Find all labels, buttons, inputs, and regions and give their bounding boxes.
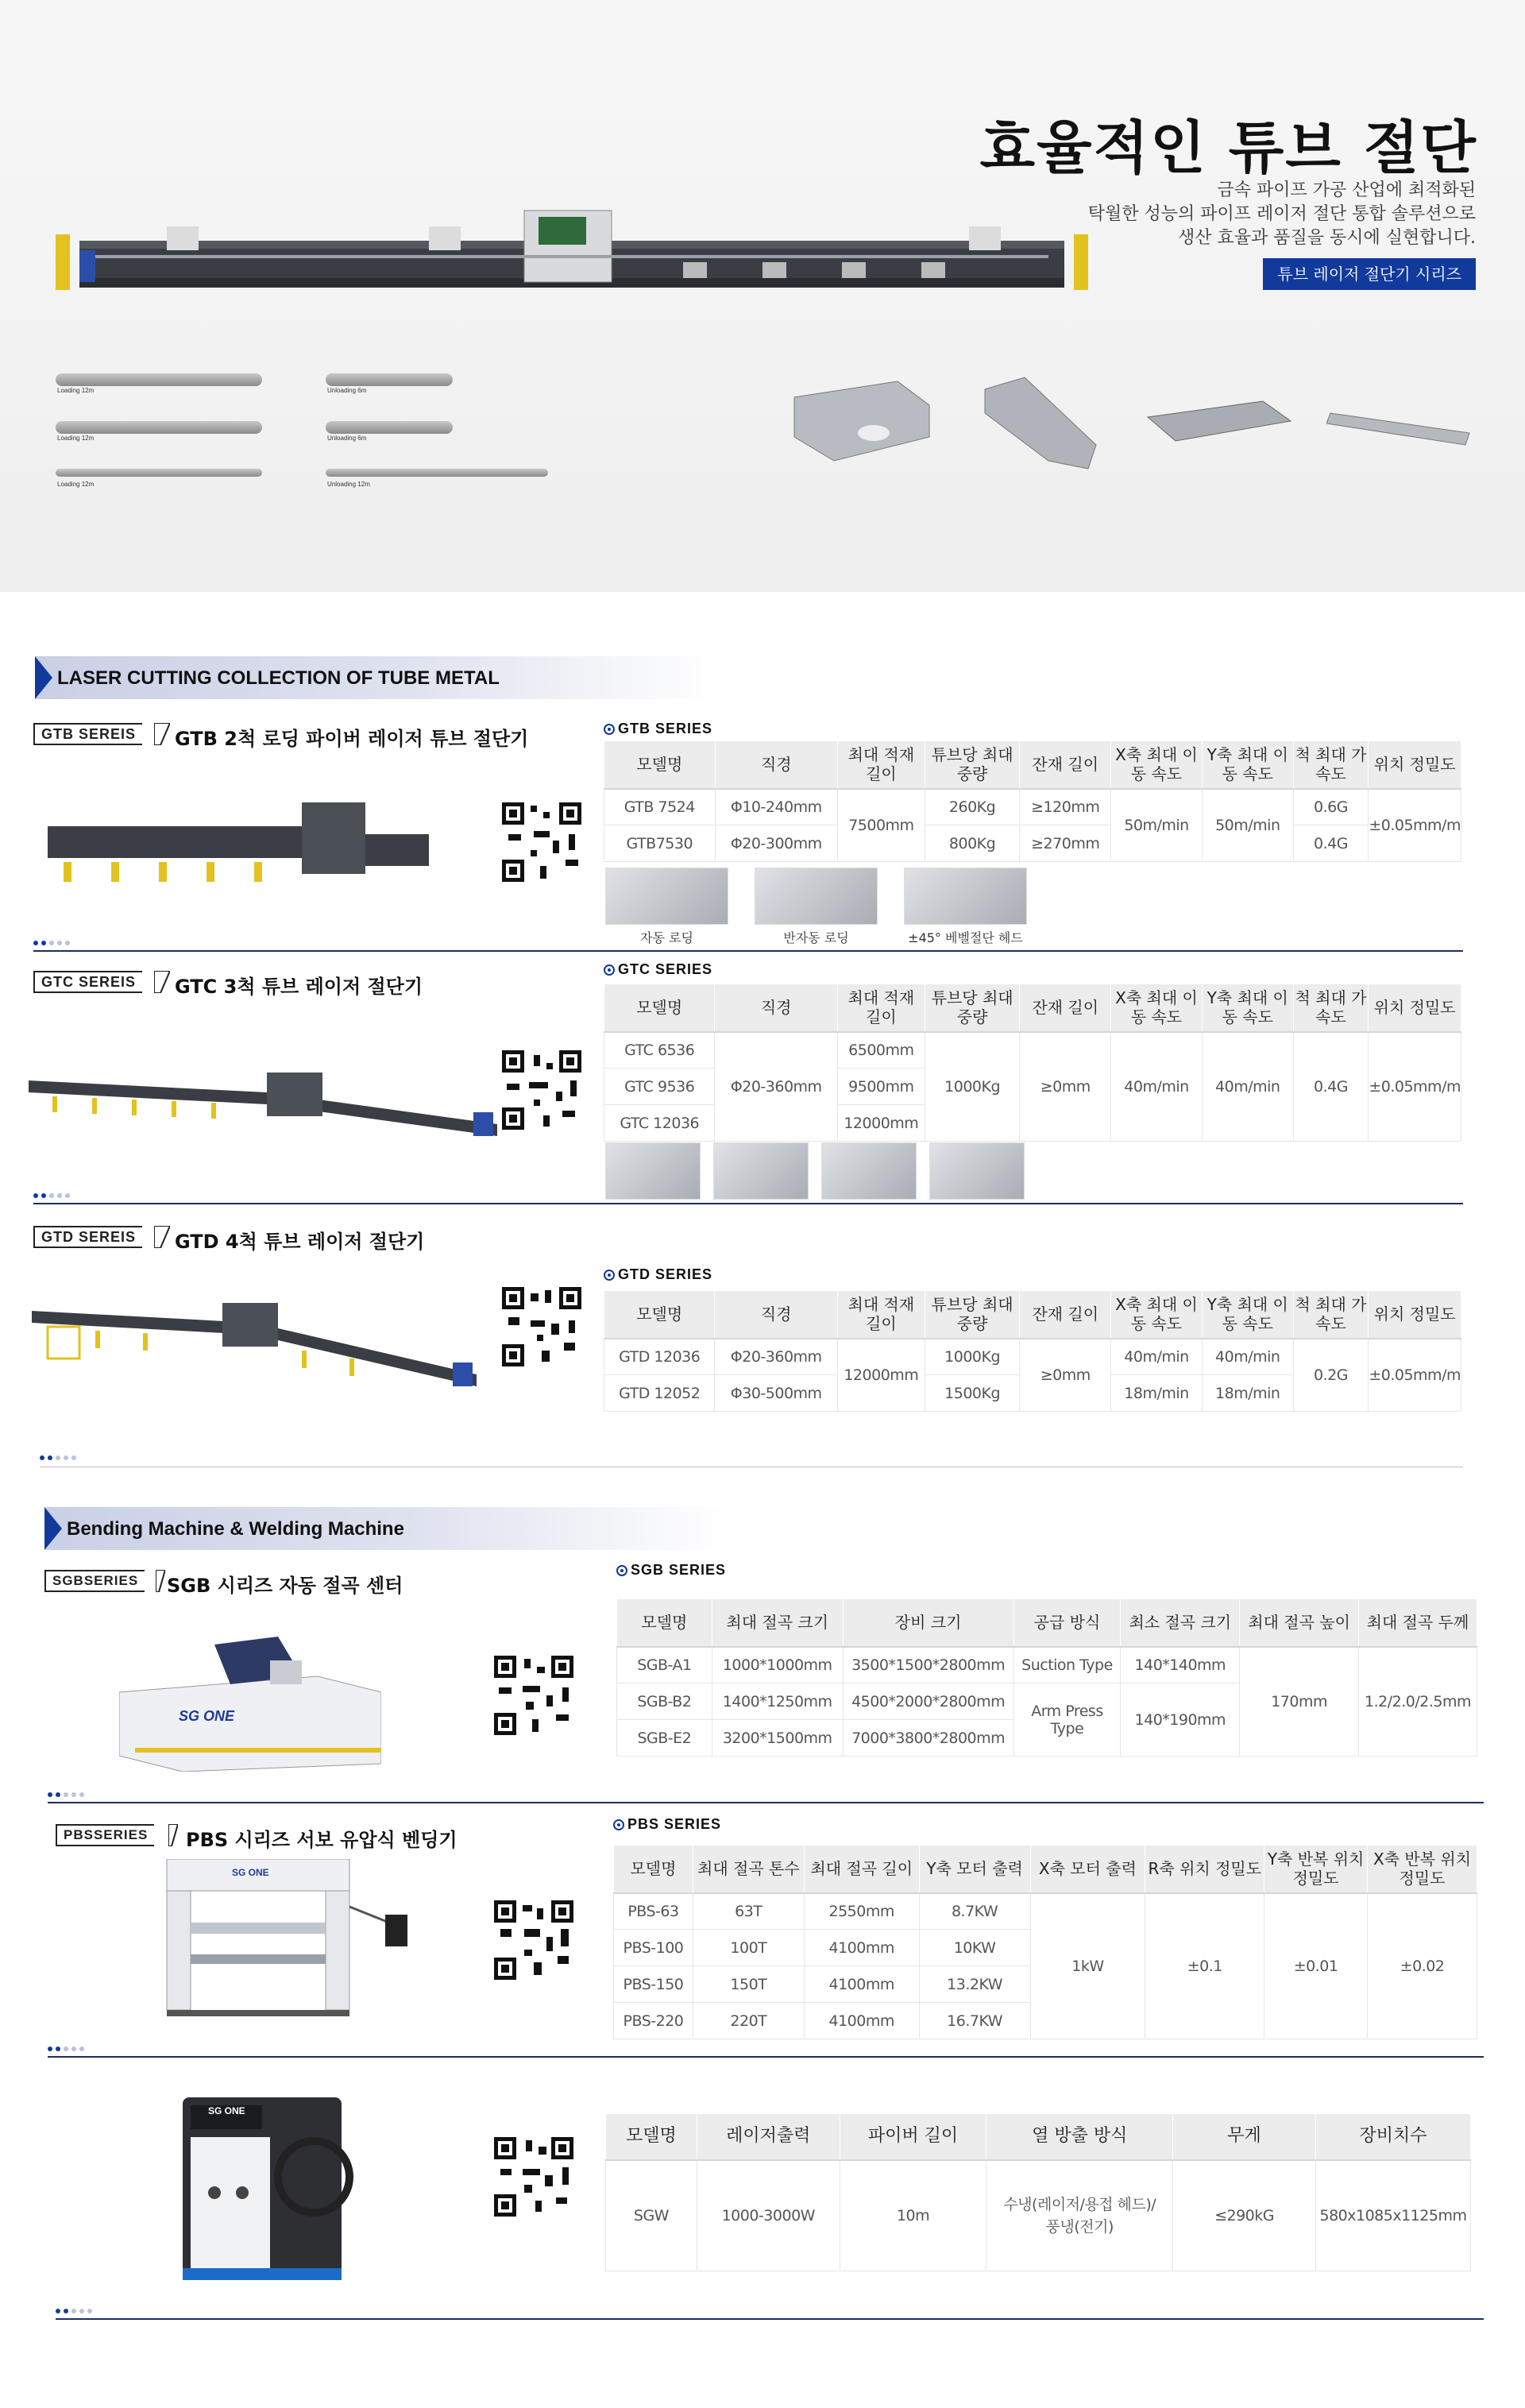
col-header: 파이버 길이 [840,2114,986,2160]
cell: 170mm [1240,1647,1359,1757]
cell: SGW [606,2160,697,2271]
cell: ≥120mm [1020,789,1111,825]
cell: ≥0mm [1020,1339,1111,1412]
tube-sample [56,469,262,477]
sgb-spec-table [616,1598,1477,1757]
divider [33,1203,1463,1204]
gtd-series-label [604,1266,712,1283]
pbs-machine-image [159,1859,413,2018]
table-row [606,2160,1471,2271]
cell: 수냉(레이저/용접 헤드)/ 풍냉(전기) [986,2160,1173,2271]
table-row [604,1339,1461,1375]
gtd-machine-image [32,1287,477,1414]
col-header: 튜브당 최대 중량 [925,1291,1020,1339]
col-header: 장비치수 [1315,2114,1470,2160]
col-header: 척 최대 가속도 [1293,741,1369,789]
cell: 2550mm [804,1893,919,1930]
cell: PBS-220 [614,2003,693,2039]
cell: 1400*1250mm [712,1683,843,1720]
col-header: 최대 절곡 두께 [1358,1599,1477,1647]
series-tag-pbs: PBSSERIES [56,1824,154,1846]
section-header-laser [35,656,718,699]
sgw-brand-logo: SG ONE [208,2105,245,2116]
col-header: 척 최대 가속도 [1293,1291,1369,1339]
section-arrow-icon [44,1507,62,1550]
table-header-row [614,1846,1477,1893]
cell: 4100mm [804,1930,919,1966]
gtd-title: GTD 4척 튜브 레이저 절단기 [175,1231,425,1253]
cell: 6500mm [837,1032,925,1069]
cell: 0.6G [1293,789,1369,825]
series-tag-tail-icon [168,1824,178,1846]
cell: GTB7530 [604,825,716,862]
series-tag-gtc: GTC SEREIS [33,971,142,993]
cell: ±0.02 [1368,1893,1477,2039]
thumb-bevel-head [904,868,1027,925]
series-badge[interactable]: 튜브 레이저 절단기 시리즈 [1263,258,1476,290]
sgb-series-text: SGB SERIES [631,1562,727,1578]
sgw-qr-code[interactable] [494,2137,573,2217]
gtb-series-label [604,721,712,737]
cell: 140*190mm [1121,1683,1240,1757]
col-header: 튜브당 최대 중량 [925,741,1020,789]
col-header: X축 최대 이동 속도 [1111,741,1203,789]
pager-dots [33,939,73,948]
col-header: 최대 절곡 크기 [712,1599,843,1647]
cell: 150T [693,1966,804,2003]
hero-line-2: 탁월한 성능의 파이프 레이저 절단 통합 솔루션으로 [1087,204,1476,224]
cell: 1000*1000mm [712,1647,843,1683]
gtc-series-text: GTC SERIES [618,961,713,977]
gtc-thumb-1 [605,1142,701,1200]
series-tag-gtb: GTB SEREIS [33,723,142,745]
gtd-series-text: GTD SERIES [618,1266,713,1282]
cell: SGB-B2 [617,1683,712,1720]
sgb-brand-logo: SG ONE [179,1708,235,1724]
gtc-spec-table [604,984,1461,1142]
cut-part-channel [977,373,1104,477]
pbs-spec-table [613,1845,1477,2039]
cell: 1000Kg [925,1339,1020,1375]
bullet-icon [604,1270,615,1281]
divider [48,2056,1484,2058]
thumb-caption: 반자동 로딩 [783,930,849,945]
col-header: 모델명 [604,1291,715,1339]
table-row [617,1647,1477,1683]
cell: 3200*1500mm [712,1720,843,1757]
cell: ±0.05mm/m [1369,789,1461,862]
tube-label: Unloading 12m [327,481,370,488]
cell: 18m/min [1111,1375,1203,1412]
col-header: 잔재 길이 [1020,741,1111,789]
cell: 8.7KW [919,1893,1030,1930]
col-header: 최대 절곡 톤수 [693,1846,804,1893]
hero-line-1: 금속 파이프 가공 산업에 최적화된 [1217,180,1476,200]
cell: SGB-E2 [617,1720,712,1757]
cell: GTD 12036 [604,1339,715,1375]
cell: 40m/min [1202,1339,1293,1375]
sgw-spec-table [605,2113,1471,2271]
cell: ±0.1 [1145,1893,1264,2039]
cell: 40m/min [1111,1339,1203,1375]
col-header: 모델명 [604,984,715,1032]
col-header: X축 반복 위치 정밀도 [1368,1846,1477,1893]
thumb-semi-auto-loading [755,868,878,925]
cell: PBS-63 [614,1893,693,1930]
col-header: 최소 절곡 크기 [1121,1599,1240,1647]
section-header-bending [44,1507,728,1550]
bullet-icon [604,964,615,976]
col-header: 직경 [715,741,837,789]
cell: 13.2KW [919,1966,1030,2003]
cell: ≥270mm [1020,825,1111,862]
col-header: X축 최대 이동 속도 [1111,1291,1203,1339]
col-header: 직경 [715,984,837,1032]
table-header-row [604,1291,1461,1339]
cell: SGB-A1 [617,1647,712,1683]
gtd-spec-table [604,1290,1461,1412]
gtc-title: GTC 3척 튜브 레이저 절단기 [175,976,423,998]
gtc-qr-code[interactable] [502,1050,581,1130]
cell: 16.7KW [919,2003,1030,2039]
hero-title: 효율적인 튜브 절단 [979,114,1477,181]
tube-sample [56,421,262,434]
col-header: 잔재 길이 [1020,1291,1111,1339]
cell: PBS-100 [614,1930,693,1966]
table-row [604,825,1461,862]
col-header: 공급 방식 [1013,1599,1121,1647]
col-header: 모델명 [604,741,716,789]
sgb-machine-image [119,1629,381,1772]
cell: ±0.05mm/m [1369,1339,1461,1412]
cell: 580x1085x1125mm [1315,2160,1470,2271]
col-header: 최대 절곡 길이 [804,1846,919,1893]
cell: ≤290kG [1173,2160,1316,2271]
gtb-qr-code[interactable] [502,802,581,882]
cell: 0.2G [1293,1339,1369,1412]
col-header: Y축 최대 이동 속도 [1202,1291,1293,1339]
table-header-row [617,1599,1477,1647]
gtc-thumb-2 [713,1142,809,1200]
cell: ±0.05mm/m [1369,1032,1461,1142]
table-row [604,789,1461,825]
col-header: Y축 모터 출력 [919,1846,1030,1893]
cell: 40m/min [1111,1032,1203,1142]
cell: 9500mm [837,1069,925,1105]
tube-sample [326,373,453,386]
tube-sample [326,421,453,434]
cell: GTC 6536 [604,1032,715,1069]
series-tag-sgb: SGBSERIES [44,1570,145,1592]
cell: Φ20-360mm [715,1339,837,1375]
col-header: 위치 정밀도 [1369,1291,1461,1339]
tube-label: Loading 12m [57,387,95,394]
divider [56,2318,1484,2320]
thumb-caption: ±45° 베벨절단 헤드 [908,930,1023,945]
bullet-icon [616,1565,627,1576]
cell: 1000-3000W [697,2160,840,2271]
gtc-machine-image [29,1049,497,1144]
cell: Φ30-500mm [715,1375,837,1412]
col-header: Y축 최대 이동 속도 [1202,741,1293,789]
col-header: 튜브당 최대 중량 [925,984,1020,1032]
sgb-series-label [616,1562,726,1579]
hero-section [0,0,1525,592]
col-header: Y축 반복 위치 정밀도 [1264,1846,1368,1893]
hero-line-3: 생산 효율과 품질을 동시에 실현합니다. [1178,228,1476,248]
pager-dots [40,1454,79,1463]
sgb-qr-code[interactable] [494,1656,573,1735]
divider [48,1802,1484,1803]
cell: 10m [840,2160,986,2271]
gtc-thumb-3 [821,1142,917,1200]
cell: 140*140mm [1121,1647,1240,1683]
cell: ≥0mm [1020,1032,1111,1142]
cell: 100T [693,1930,804,1966]
pbs-qr-code[interactable] [494,1900,573,1980]
tube-label: Unloading 6m [327,435,367,442]
tube-sample [56,373,262,386]
gtc-series-label [604,961,712,978]
series-tag-tail-icon [154,971,170,993]
cell: Φ10-240mm [715,789,837,825]
cell: 3500*1500*2800mm [843,1647,1013,1683]
gtb-spec-table [604,740,1461,862]
col-header: 모델명 [606,2114,697,2160]
cell: ±0.01 [1264,1893,1368,2039]
cell: Suction Type [1013,1647,1121,1683]
table-header-row [604,741,1461,789]
sgb-title: SGB 시리즈 자동 절곡 센터 [167,1575,403,1597]
cell: 12000mm [837,1105,925,1142]
cell: 50m/min [1202,789,1293,862]
table-row [614,1893,1477,1930]
cell: 4100mm [804,2003,919,2039]
bullet-icon [613,1819,624,1830]
series-tag-tail-icon [156,1570,165,1592]
cell: 1500Kg [925,1375,1020,1412]
cell: 220T [693,2003,804,2039]
gtd-qr-code[interactable] [502,1287,581,1366]
cell: 4500*2000*2800mm [843,1683,1013,1720]
pbs-brand-logo: SG ONE [232,1867,269,1878]
col-header: 최대 적재 길이 [837,741,925,789]
cell: 40m/min [1202,1032,1293,1142]
col-header: 모델명 [614,1846,693,1893]
table-header-row [604,984,1461,1032]
col-header: 모델명 [617,1599,712,1647]
thumb-caption: 자동 로딩 [640,930,693,945]
tube-label: Loading 12m [57,481,95,488]
cell: GTC 9536 [604,1069,715,1105]
pager-dots [48,1791,87,1799]
pbs-series-text: PBS SERIES [627,1816,722,1832]
cell: Φ20-360mm [715,1032,837,1142]
col-header: 무게 [1173,2114,1316,2160]
tube-sample [326,469,548,477]
pbs-series-label [613,1816,721,1833]
tube-laser-machine-illustration [48,203,1112,298]
tube-label: Unloading 6m [327,387,367,394]
cell: GTD 12052 [604,1375,715,1412]
cell: GTB 7524 [604,789,716,825]
series-tag-gtd: GTD SEREIS [33,1226,142,1248]
table-row [604,1032,1461,1069]
series-tag-tail-icon [154,723,170,745]
col-header: X축 최대 이동 속도 [1111,984,1203,1032]
cell: 0.4G [1293,825,1369,862]
cell: 7500mm [837,789,925,862]
col-header: 직경 [715,1291,837,1339]
pager-dots [33,1192,73,1200]
cut-part-round-tube [1326,401,1477,449]
cell: 1000Kg [925,1032,1020,1142]
bullet-icon [604,724,615,735]
col-header: 장비 크기 [843,1599,1013,1647]
cell: 12000mm [837,1339,925,1412]
cell: 0.4G [1293,1032,1369,1142]
gtb-series-text: GTB SERIES [618,721,713,736]
divider [33,950,1463,952]
col-header: X축 모터 출력 [1030,1846,1145,1893]
cell: 1kW [1030,1893,1145,2039]
col-header: R축 위치 정밀도 [1145,1846,1264,1893]
col-header: 최대 적재 길이 [837,1291,925,1339]
gtc-thumb-4 [929,1142,1025,1200]
section-arrow-icon [35,656,52,699]
cell: 50m/min [1111,789,1203,862]
pager-dots [48,2045,87,2054]
section-title: LASER CUTTING COLLECTION OF TUBE METAL [57,667,500,689]
series-tag-tail-icon [154,1226,170,1248]
cell: 10KW [919,1930,1030,1966]
pager-dots [56,2307,95,2316]
col-header: 레이저출력 [697,2114,840,2160]
col-header: 최대 절곡 높이 [1240,1599,1359,1647]
col-header: 열 방출 방식 [986,2114,1173,2160]
tube-label: Loading 12m [57,435,95,442]
cell: 18m/min [1202,1375,1293,1412]
cell: Arm Press Type [1013,1683,1121,1757]
cell: 1.2/2.0/2.5mm [1358,1647,1477,1757]
cell: 4100mm [804,1966,919,2003]
cell: PBS-150 [614,1966,693,2003]
gtb-machine-image [48,787,429,890]
table-header-row [606,2114,1471,2160]
cut-part-bracket [786,373,937,469]
cell: 800Kg [925,825,1020,862]
gtb-title: GTB 2척 로딩 파이버 레이저 튜브 절단기 [175,728,529,750]
cell: 63T [693,1893,804,1930]
cut-part-flat-bar [1144,393,1295,457]
col-header: Y축 최대 이동 속도 [1202,984,1293,1032]
thumb-auto-loading [605,868,728,925]
col-header: 위치 정밀도 [1369,984,1461,1032]
section-title: Bending Machine & Welding Machine [67,1518,404,1540]
cell: 260Kg [925,789,1020,825]
col-header: 최대 적재 길이 [837,984,925,1032]
sgw-machine-image [167,2089,373,2288]
col-header: 잔재 길이 [1020,984,1111,1032]
col-header: 척 최대 가속도 [1293,984,1369,1032]
pbs-title: PBS 시리즈 서보 유압식 벤딩기 [186,1829,458,1851]
cell: 7000*3800*2800mm [843,1720,1013,1757]
col-header: 위치 정밀도 [1369,741,1461,789]
cell: Φ20-300mm [715,825,837,862]
cell: GTC 12036 [604,1105,715,1142]
